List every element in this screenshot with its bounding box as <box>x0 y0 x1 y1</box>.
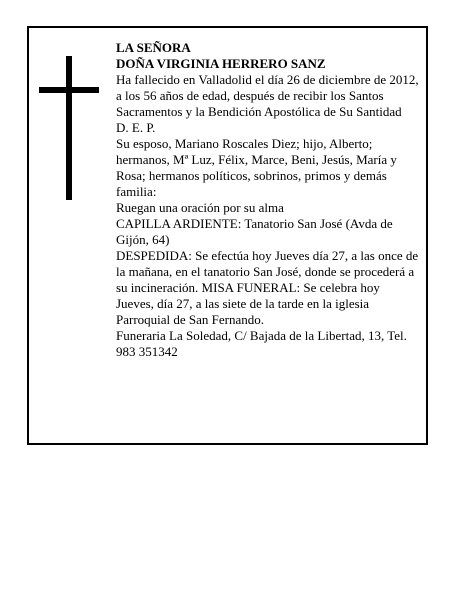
obituary-text <box>116 40 420 360</box>
chapel-info: CAPILLA ARDIENTE: Tanatorio San José (Avda de Gijón, 64) <box>116 216 393 247</box>
death-announcement: Ha fallecido en Valladolid el día 26 de diciembre de 2012, a los 56 años de edad, después de recibir los Santos Sacramentos y la Bendición Apostólica de Su Santidad <box>116 72 419 119</box>
rest-in-peace: D. E. P. <box>116 120 156 135</box>
cross-vertical-bar <box>66 56 72 200</box>
deceased-name: DOÑA VIRGINIA HERRERO SANZ <box>116 56 326 71</box>
latin-cross-icon <box>39 56 99 200</box>
prayer-request: Ruegan una oración por su alma <box>116 200 284 215</box>
notice-title-line1: LA SEÑORA <box>116 40 191 55</box>
farewell-and-mass-info: DESPEDIDA: Se efectúa hoy Jueves día 27, a las once de la mañana, en el tanatorio San José, donde se procederá a su incineración. MISA FUNERAL: Se celebra hoy Jueves, día 27, a las siete de la tarde en la iglesia Parroquial de San Fernando. <box>116 248 419 327</box>
obituary-notice <box>27 26 428 445</box>
cross-horizontal-bar <box>39 87 99 93</box>
family-list: Su esposo, Mariano Roscales Diez; hijo, Alberto; hermanos, Mª Luz, Félix, Marce, Beni, Jesús, María y Rosa; hermanos políticos, sobrinos, primos y demás familia: <box>116 136 397 199</box>
funeral-home-info: Funeraria La Soledad, C/ Bajada de la Libertad, 13, Tel. 983 351342 <box>116 328 407 359</box>
